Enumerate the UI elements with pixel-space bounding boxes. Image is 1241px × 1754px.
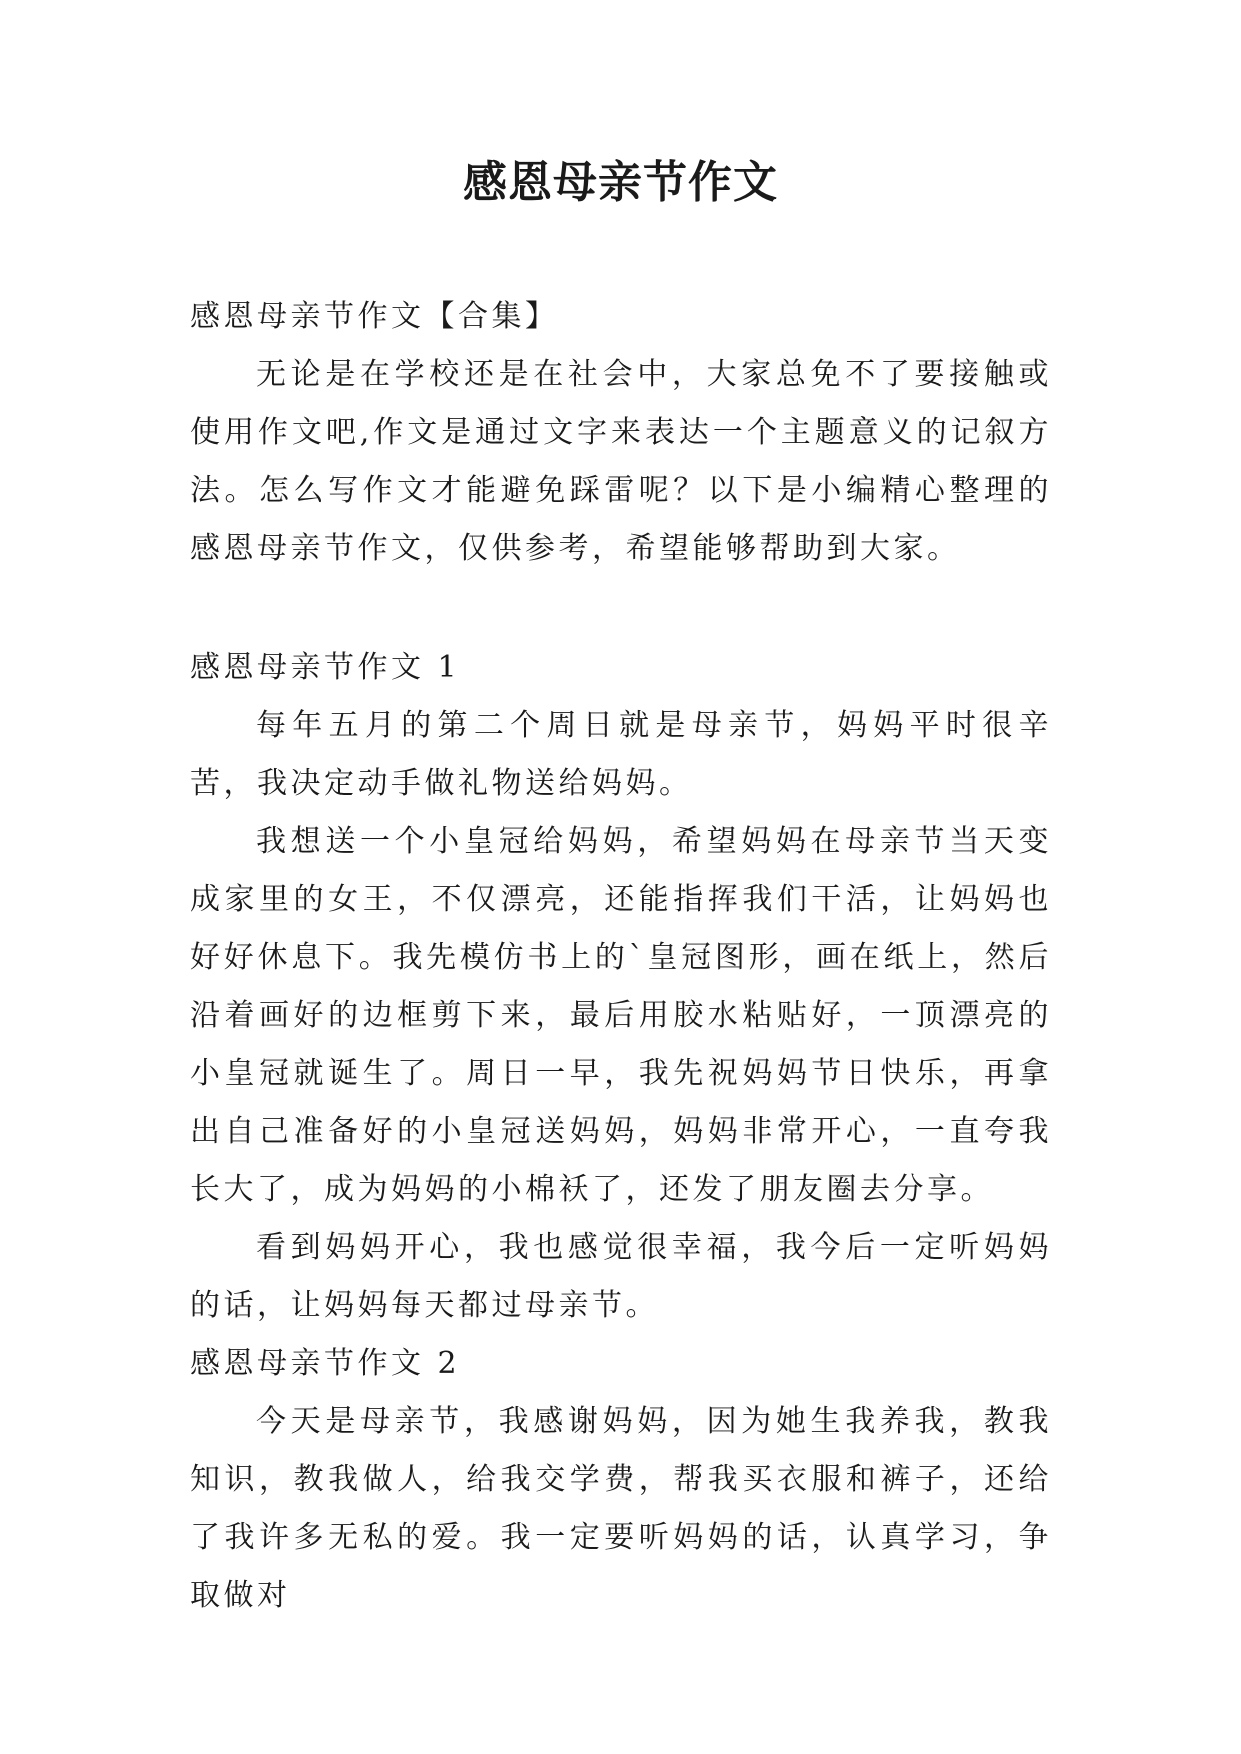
essay-1-paragraph-2: 我想送一个小皇冠给妈妈，希望妈妈在母亲节当天变成家里的女王，不仅漂亮，还能指挥我们干活，让妈妈也好好休息下。我先模仿书上的`皇冠图形，画在纸上，然后沿着画好的边框剪下来，最后用胶水粘贴好，一顶漂亮的小皇冠就诞生了。周日一早，我先祝妈妈节日快乐，再拿出自己准备好的小皇冠送妈妈，妈妈非常开心，一直夸我长大了，成为妈妈的小棉袄了，还发了朋友圈去分享。 [190,824,1052,1207]
essay-1-paragraph-3: 看到妈妈开心，我也感觉很幸福，我今后一定听妈妈的话，让妈妈每天都过母亲节。 [190,1230,1052,1323]
document-title: 感恩母亲节作文 [463,157,778,208]
intro-heading: 感恩母亲节作文【合集】 [190,299,559,334]
intro-paragraph: 无论是在学校还是在社会中，大家总免不了要接触或使用作文吧,作文是通过文字来表达一个主题意义的记叙方法。怎么写作文才能避免踩雷呢？以下是小编精心整理的感恩母亲节作文，仅供参考，希望能够帮助到大家。 [190,357,1052,566]
essay-1-paragraph-1: 每年五月的第二个周日就是母亲节，妈妈平时很辛苦，我决定动手做礼物送给妈妈。 [190,708,1052,801]
essay-1-heading: 感恩母亲节作文 1 [190,650,461,685]
document-body [190,288,1052,1625]
essay-2-heading: 感恩母亲节作文 2 [190,1346,461,1381]
essay-2-paragraph-1: 今天是母亲节，我感谢妈妈，因为她生我养我，教我知识，教我做人，给我交学费，帮我买衣服和裤子，还给了我许多无私的爱。我一定要听妈妈的话，认真学习，争取做对 [190,1404,1052,1613]
section-spacer [190,578,1052,639]
